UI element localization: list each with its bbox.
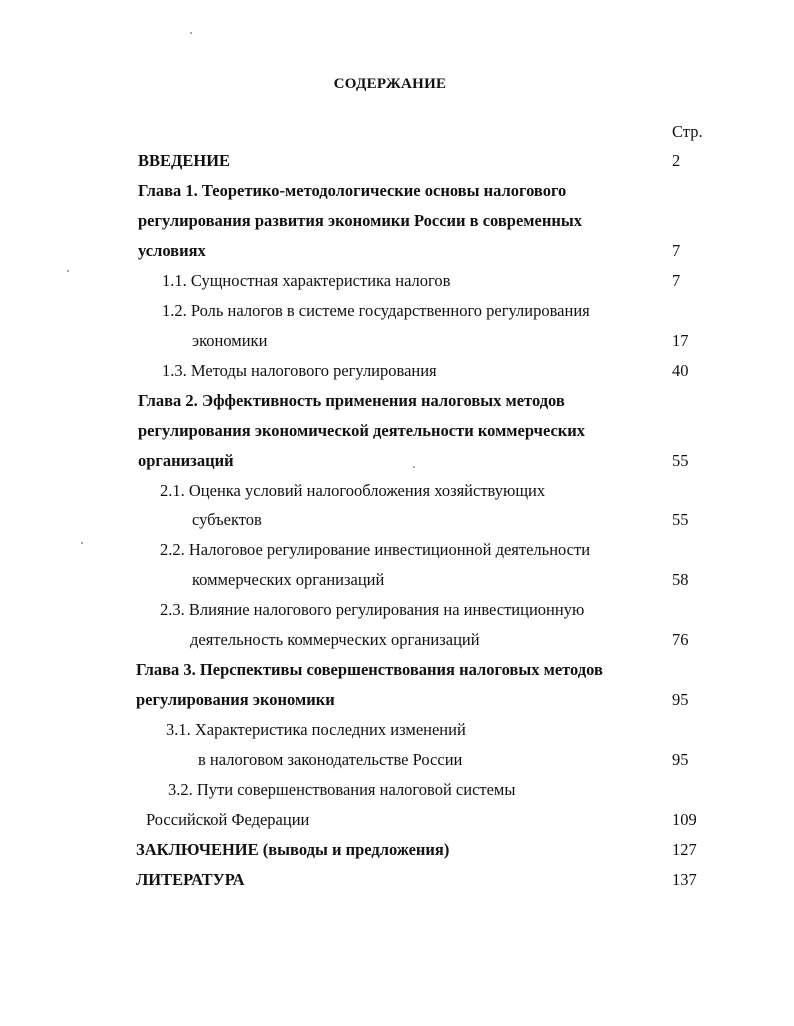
toc-page-number: 95: [672, 750, 689, 769]
toc-page-number: 76: [672, 630, 689, 649]
toc-entry-chapter-1: Глава 1. Теоретико-методологические основы налогового: [138, 181, 567, 200]
toc-entry-section-2-2: 2.2. Налоговое регулирование инвестиционной деятельности: [160, 540, 591, 559]
toc-entry-chapter-2: регулирования экономической деятельности коммерческих: [138, 421, 586, 440]
toc-entry-bibliography: ЛИТЕРАТУРА: [136, 870, 245, 889]
toc-entry-section-3-1: в налоговом законодательстве России: [198, 750, 463, 769]
toc-entry-section-2-2: коммерческих организаций: [192, 570, 385, 589]
scan-speck: [190, 32, 192, 34]
toc-entry-section-3-2: Российской Федерации: [146, 810, 310, 829]
toc-entry-chapter-3: Глава 3. Перспективы совершенствования налоговых методов: [136, 660, 603, 679]
toc-entry-chapter-1: регулирования развития экономики России в современных: [138, 211, 582, 230]
toc-entry-chapter-2: организаций: [138, 451, 234, 470]
page-column-header: Стр.: [672, 122, 703, 141]
toc-page-number: 7: [672, 241, 681, 260]
toc-page-number: 109: [672, 810, 697, 829]
toc-entry-section-3-2: 3.2. Пути совершенствования налоговой системы: [168, 780, 516, 799]
toc-page-number: 2: [672, 151, 681, 170]
page-title: СОДЕРЖАНИЕ: [333, 76, 447, 92]
toc-page-number: 55: [672, 451, 689, 470]
toc-page-number: 95: [672, 690, 689, 709]
toc-entry-chapter-3: регулирования экономики: [136, 690, 335, 709]
toc-entry-chapter-1: условиях: [138, 241, 206, 260]
toc-entry-section-2-3: 2.3. Влияние налогового регулирования на инвестиционную: [160, 600, 585, 619]
toc-page-number: 55: [672, 510, 689, 529]
scan-speck: [413, 466, 415, 468]
toc-entry-section-3-1: 3.1. Характеристика последних изменений: [166, 720, 466, 739]
toc-page-number: 40: [672, 361, 689, 380]
toc-entry-section-2-1: субъектов: [192, 510, 262, 529]
toc-entry-chapter-2: Глава 2. Эффективность применения налоговых методов: [138, 391, 565, 410]
toc-entry-section-1-2: экономики: [192, 331, 268, 350]
toc-entry-section-1-1: 1.1. Сущностная характеристика налогов: [162, 271, 451, 290]
toc-page-number: 58: [672, 570, 689, 589]
toc-entry-section-1-2: 1.2. Роль налогов в системе государственного регулирования: [162, 301, 590, 320]
toc-page-number: 17: [672, 331, 689, 350]
toc-entry-section-2-1: 2.1. Оценка условий налогообложения хозяйствующих: [160, 481, 546, 500]
scan-speck: [81, 542, 83, 544]
toc-page-number: 7: [672, 271, 681, 290]
scan-speck: [67, 270, 69, 272]
toc-page-number: 137: [672, 870, 697, 889]
toc-entry-conclusion: ЗАКЛЮЧЕНИЕ (выводы и предложения): [136, 840, 450, 859]
toc-page-number: 127: [672, 840, 697, 859]
toc-entry-section-2-3: деятельность коммерческих организаций: [190, 630, 480, 649]
toc-entry-section-1-3: 1.3. Методы налогового регулирования: [162, 361, 437, 380]
toc-entry-introduction: ВВЕДЕНИЕ: [138, 151, 231, 170]
